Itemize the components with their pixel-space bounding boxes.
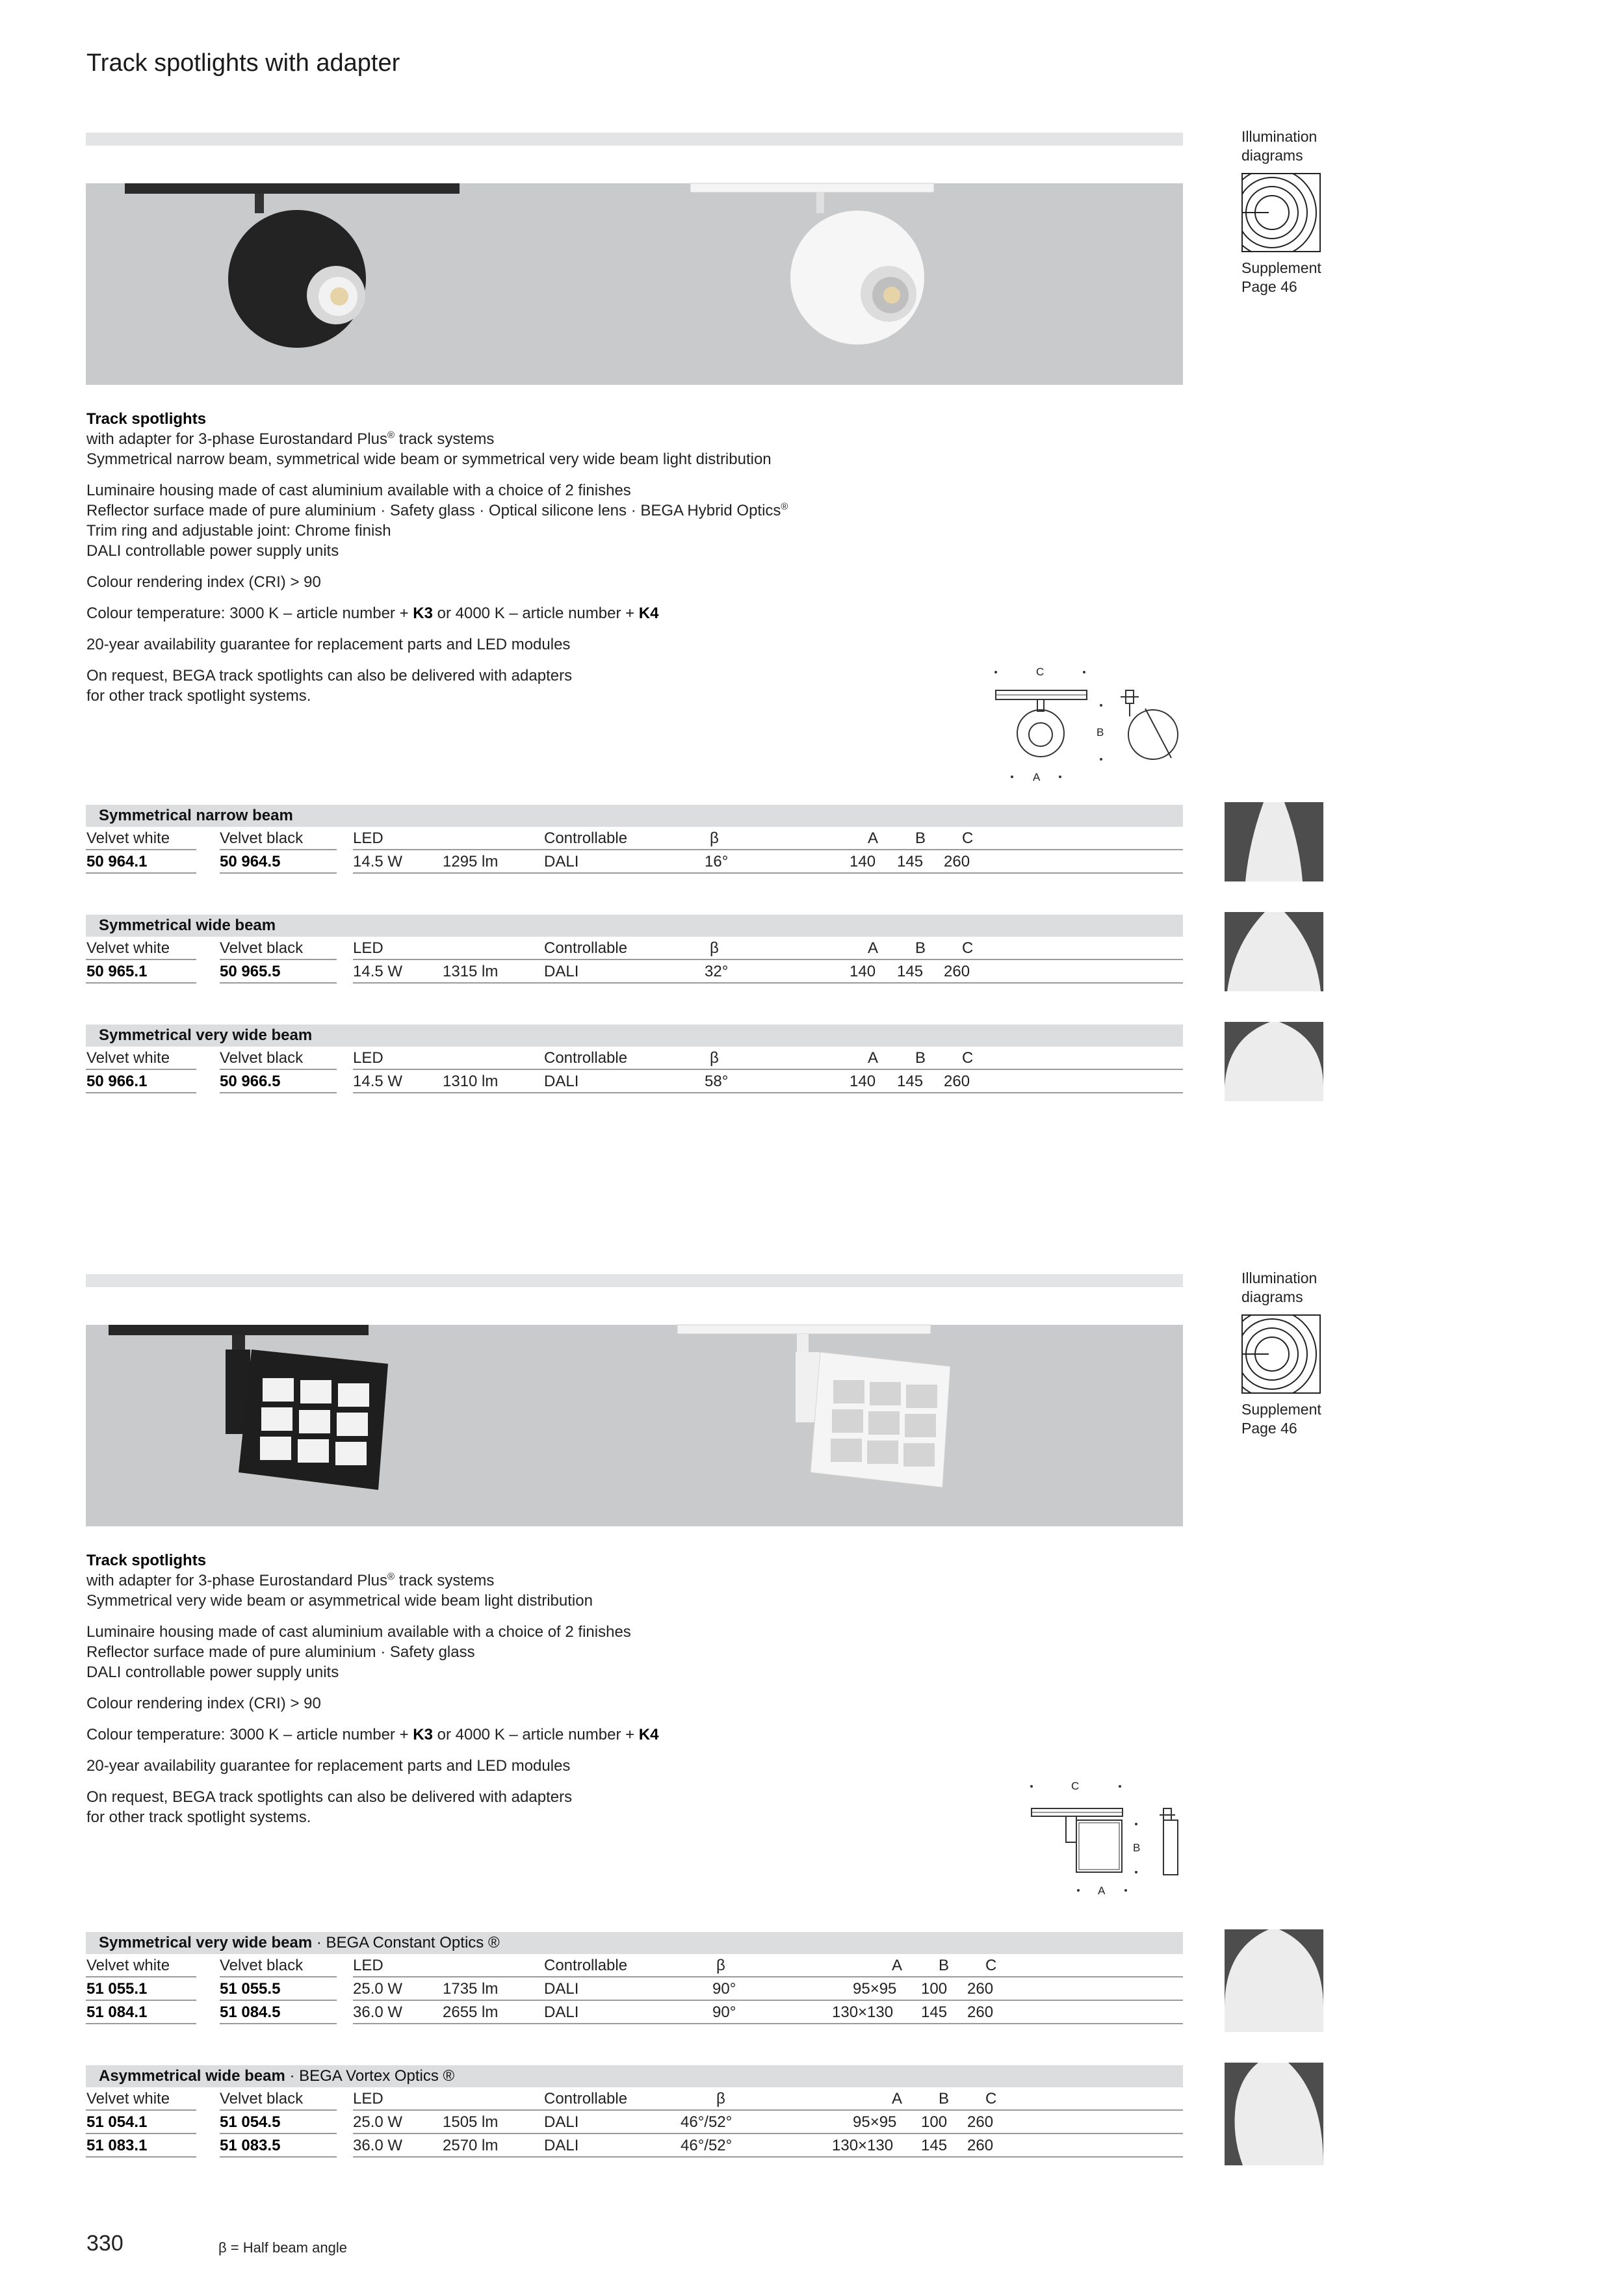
dim-b: 145 (897, 1073, 924, 1090)
dim-a: 140 (850, 853, 876, 870)
desc-line: Reflector surface made of pure aluminium · Safety glass · Optical silicone lens · BEGA Hybrid Optics (86, 502, 781, 519)
col-velvet-black: Velvet black (220, 2090, 304, 2107)
table-subtitle: · BEGA Vortex Optics ® (285, 2067, 455, 2085)
colour-temp-line: or 4000 K – article number + (432, 1726, 639, 1743)
desc-line: Symmetrical very wide beam or asymmetrical wide beam light distribution (86, 1592, 593, 1610)
dim-c: 260 (944, 1073, 970, 1090)
col-a: A (868, 1049, 879, 1067)
request-line: On request, BEGA track spotlights can also be delivered with adapters (86, 667, 573, 685)
dim-a: 140 (850, 1073, 876, 1090)
desc-line: Trim ring and adjustable joint: Chrome finish (86, 522, 391, 540)
dimension-drawing (1014, 1775, 1196, 1905)
illumination-sidebar (1241, 1269, 1321, 1438)
lumen: 2570 lm (443, 2137, 499, 2154)
beta: 90° (712, 1980, 736, 1998)
col-b: B (915, 829, 926, 847)
cri-line: Colour rendering index (CRI) > 90 (86, 1695, 321, 1712)
table-title: Symmetrical very wide beam (99, 1934, 313, 1951)
dim-a: 95×95 (853, 2113, 897, 2131)
illumination-diagram-icon (1241, 1314, 1321, 1394)
col-a: A (868, 939, 879, 957)
article-black: 51 055.5 (220, 1980, 281, 1998)
col-c: C (962, 939, 974, 957)
lumen: 1295 lm (443, 853, 499, 870)
colour-temp-line: Colour temperature: 3000 K – article number + (86, 1726, 413, 1743)
article-white: 51 055.1 (86, 1980, 148, 1998)
product-table (86, 915, 1183, 984)
col-led: LED (353, 1049, 383, 1067)
table-title: Asymmetrical wide beam (99, 2067, 285, 2085)
registered-mark: ® (387, 430, 395, 441)
dim-a: 130×130 (832, 2137, 894, 2154)
article-white: 51 054.1 (86, 2113, 148, 2131)
col-a: A (892, 1957, 903, 1974)
dim-a: 140 (850, 963, 876, 980)
table-title: Symmetrical wide beam (99, 917, 276, 934)
guarantee-line: 20-year availability guarantee for replacement parts and LED modules (86, 1757, 571, 1775)
registered-mark: ® (781, 501, 788, 512)
lumen: 2655 lm (443, 2003, 499, 2021)
beta: 58° (705, 1073, 729, 1090)
col-velvet-white: Velvet white (86, 939, 170, 957)
lumen: 1735 lm (443, 1980, 499, 1998)
guarantee-line: 20-year availability guarantee for replacement parts and LED modules (86, 636, 571, 653)
col-controllable: Controllable (544, 1049, 628, 1067)
dim-b: 145 (921, 2003, 948, 2021)
table-row (86, 1070, 1183, 1093)
lumen: 1315 lm (443, 963, 499, 980)
dim-c: 260 (967, 1980, 994, 1998)
dim-b: 145 (897, 853, 924, 870)
table-subtitle: · BEGA Constant Optics ® (312, 1934, 500, 1951)
illumination-label: Illumination (1241, 128, 1318, 145)
product-table (86, 805, 1183, 874)
col-velvet-white: Velvet white (86, 2090, 170, 2107)
desc-line: Reflector surface made of pure aluminium · Safety glass (86, 1643, 475, 1661)
controllable: DALI (544, 963, 579, 980)
k3-code: K3 (413, 605, 433, 622)
dim-b: 100 (921, 1980, 948, 1998)
product-table (86, 1024, 1183, 1093)
watt: 36.0 W (353, 2003, 403, 2021)
product-description (86, 1550, 996, 1838)
page-number: 330 (86, 2231, 123, 2256)
product-table (86, 2065, 1183, 2158)
dim-c-label: C (1071, 1780, 1080, 1792)
col-b: B (915, 939, 926, 957)
watt: 14.5 W (353, 963, 403, 980)
table-row (86, 2134, 1183, 2158)
dim-c-label: C (1036, 666, 1045, 678)
beam-narrow-image (1225, 802, 1323, 881)
article-black: 51 083.5 (220, 2137, 281, 2154)
col-controllable: Controllable (544, 829, 628, 847)
article-black: 50 965.5 (220, 963, 281, 980)
beta: 32° (705, 963, 729, 980)
col-controllable: Controllable (544, 939, 628, 957)
table-title: Symmetrical very wide beam (99, 1026, 313, 1044)
col-beta: β (710, 829, 719, 847)
cri-line: Colour rendering index (CRI) > 90 (86, 573, 321, 591)
beam-wide-image (1225, 912, 1323, 991)
dim-a: 130×130 (832, 2003, 894, 2021)
dim-b: 100 (921, 2113, 948, 2131)
request-line: On request, BEGA track spotlights can also be delivered with adapters (86, 1788, 573, 1806)
beam-very-wide-image (1225, 1929, 1323, 2032)
col-c: C (962, 1049, 974, 1067)
product-photo-square-spotlights (86, 1274, 1183, 1526)
desc-line: track systems (395, 1572, 495, 1589)
watt: 25.0 W (353, 1980, 403, 1998)
page-title: Track spotlights with adapter (86, 49, 400, 77)
request-line: for other track spotlight systems. (86, 1808, 311, 1826)
table-row (86, 960, 1183, 984)
colour-temp-line: Colour temperature: 3000 K – article number + (86, 605, 413, 622)
controllable: DALI (544, 1073, 579, 1090)
col-velvet-black: Velvet black (220, 829, 304, 847)
col-b: B (915, 1049, 926, 1067)
beta: 16° (705, 853, 729, 870)
watt: 25.0 W (353, 2113, 403, 2131)
lumen: 1505 lm (443, 2113, 499, 2131)
col-velvet-white: Velvet white (86, 1049, 170, 1067)
article-black: 50 964.5 (220, 853, 281, 870)
table-row (86, 2001, 1183, 2024)
desc-line: Luminaire housing made of cast aluminium available with a choice of 2 finishes (86, 482, 631, 499)
col-velvet-white: Velvet white (86, 1957, 170, 1974)
col-led: LED (353, 2090, 383, 2107)
k4-code: K4 (638, 1726, 659, 1743)
colour-temp-line: or 4000 K – article number + (432, 605, 639, 622)
desc-line: track systems (395, 430, 495, 448)
col-a: A (892, 2090, 903, 2107)
supplement-page: Page 46 (1241, 278, 1297, 295)
dim-b: 145 (897, 963, 924, 980)
supplement-page: Page 46 (1241, 1420, 1297, 1437)
col-velvet-black: Velvet black (220, 1957, 304, 1974)
col-velvet-black: Velvet black (220, 939, 304, 957)
illumination-sidebar (1241, 127, 1321, 296)
dim-b: 145 (921, 2137, 948, 2154)
footnote: β = Half beam angle (218, 2239, 347, 2256)
article-black: 50 966.5 (220, 1073, 281, 1090)
desc-line: with adapter for 3-phase Eurostandard Plus (86, 1572, 387, 1589)
dim-b-label: B (1133, 1842, 1141, 1854)
product-description (86, 409, 996, 717)
dim-c: 260 (967, 2003, 994, 2021)
desc-title: Track spotlights (86, 410, 207, 428)
dim-c: 260 (944, 963, 970, 980)
col-beta: β (716, 2090, 725, 2107)
article-black: 51 054.5 (220, 2113, 281, 2131)
col-c: C (985, 2090, 997, 2107)
dim-c: 260 (944, 853, 970, 870)
article-white: 51 083.1 (86, 2137, 148, 2154)
dim-b-label: B (1097, 726, 1104, 738)
desc-title: Track spotlights (86, 1552, 207, 1569)
controllable: DALI (544, 2003, 579, 2021)
col-b: B (939, 1957, 950, 1974)
desc-line: with adapter for 3-phase Eurostandard Plus (86, 430, 387, 448)
table-row (86, 850, 1183, 874)
desc-line: DALI controllable power supply units (86, 542, 339, 560)
article-white: 51 084.1 (86, 2003, 148, 2021)
k4-code: K4 (638, 605, 659, 622)
product-photo-ball-spotlights (86, 133, 1183, 385)
desc-line: Luminaire housing made of cast aluminium available with a choice of 2 finishes (86, 1623, 631, 1641)
dim-c: 260 (967, 2113, 994, 2131)
product-table (86, 1932, 1183, 2024)
supplement-label: Supplement (1241, 259, 1321, 276)
request-line: for other track spotlight systems. (86, 687, 311, 705)
beam-very-wide-image (1225, 1022, 1323, 1101)
article-white: 50 966.1 (86, 1073, 148, 1090)
k3-code: K3 (413, 1726, 433, 1743)
col-beta: β (710, 1049, 719, 1067)
illumination-label-2: diagrams (1241, 147, 1303, 164)
watt: 36.0 W (353, 2137, 403, 2154)
illumination-label: Illumination (1241, 1270, 1318, 1286)
supplement-label: Supplement (1241, 1401, 1321, 1418)
col-c: C (962, 829, 974, 847)
beta: 46°/52° (681, 2113, 733, 2131)
controllable: DALI (544, 2113, 579, 2131)
watt: 14.5 W (353, 1073, 403, 1090)
controllable: DALI (544, 853, 579, 870)
controllable: DALI (544, 1980, 579, 1998)
desc-line: Symmetrical narrow beam, symmetrical wide beam or symmetrical very wide beam light distribution (86, 450, 772, 468)
registered-mark: ® (387, 1571, 395, 1582)
col-controllable: Controllable (544, 1957, 628, 1974)
col-a: A (868, 829, 879, 847)
col-controllable: Controllable (544, 2090, 628, 2107)
illumination-diagram-icon (1241, 173, 1321, 252)
dim-a-label: A (1033, 771, 1041, 783)
col-led: LED (353, 829, 383, 847)
beta: 46°/52° (681, 2137, 733, 2154)
article-black: 51 084.5 (220, 2003, 281, 2021)
col-beta: β (710, 939, 719, 957)
desc-line: DALI controllable power supply units (86, 1663, 339, 1681)
dim-a: 95×95 (853, 1980, 897, 1998)
table-row (86, 2111, 1183, 2134)
dimension-drawing (981, 657, 1189, 793)
beta: 90° (712, 2003, 736, 2021)
col-led: LED (353, 939, 383, 957)
beam-asymmetrical-image (1225, 2063, 1323, 2165)
article-white: 50 965.1 (86, 963, 148, 980)
table-title: Symmetrical narrow beam (99, 807, 293, 824)
dim-a-label: A (1098, 1885, 1106, 1897)
col-velvet-white: Velvet white (86, 829, 170, 847)
col-b: B (939, 2090, 950, 2107)
lumen: 1310 lm (443, 1073, 499, 1090)
table-row (86, 1977, 1183, 2001)
dim-c: 260 (967, 2137, 994, 2154)
col-velvet-black: Velvet black (220, 1049, 304, 1067)
col-beta: β (716, 1957, 725, 1974)
col-c: C (985, 1957, 997, 1974)
article-white: 50 964.1 (86, 853, 148, 870)
col-led: LED (353, 1957, 383, 1974)
controllable: DALI (544, 2137, 579, 2154)
illumination-label-2: diagrams (1241, 1288, 1303, 1305)
watt: 14.5 W (353, 853, 403, 870)
